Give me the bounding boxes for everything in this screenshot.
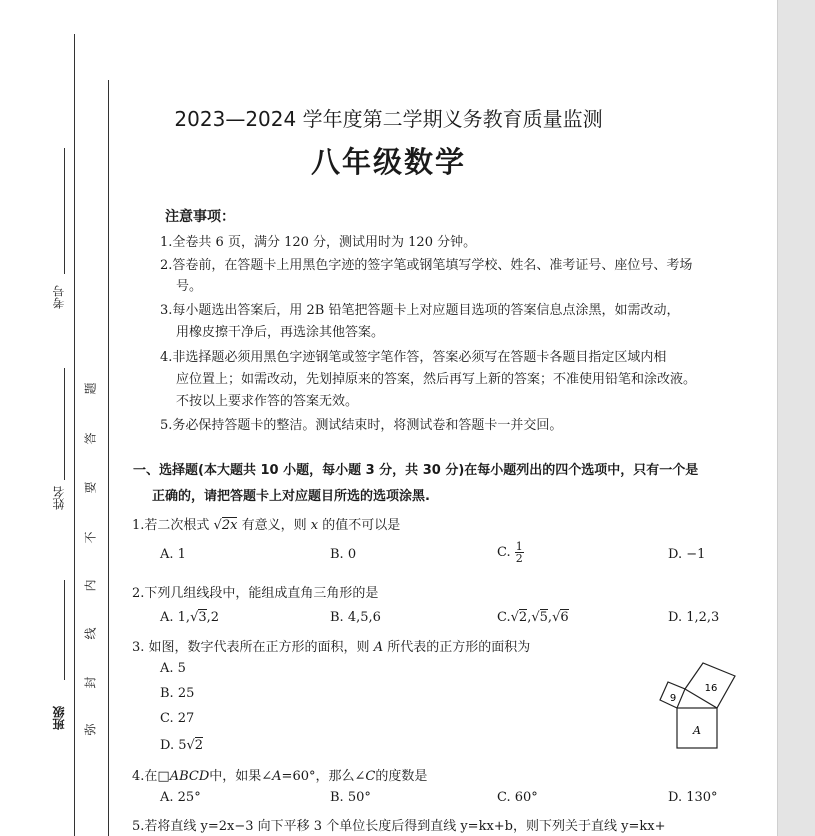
notes-heading: 注意事项： (165, 209, 235, 225)
exam-title: 2023—2024 学年度第二学期义务教育质量监测 (174, 107, 603, 131)
option-c: C.√2,√5,√6 (497, 610, 569, 625)
note-line: 3.每小题选出答案后，用 2B 铅笔把答题卡上对应题目选项的答案信息点涂黑，如需改动， (160, 303, 680, 318)
name-blank (64, 368, 65, 480)
section-heading: 一、选择题(本大题共 10 小题，每小题 3 分，共 30 分)在每小题列出的四个选项中，只有一个是 (133, 463, 699, 478)
option-d: D. −1 (668, 547, 706, 562)
question-4-stem: 4.在□ABCD中，如果∠A=60°，那么∠C的度数是 (132, 769, 428, 784)
option-a: A. 5 (160, 661, 186, 676)
seal-char: 封 (83, 676, 98, 689)
margin-line-inner (108, 80, 109, 836)
section-heading-cont: 正确的，请把答题卡上对应题目所选的选项涂黑. (152, 489, 430, 504)
question-1-stem: 1.若二次根式 √2x 有意义，则 x 的值不可以是 (132, 518, 401, 533)
option-a: A. 1 (160, 547, 186, 562)
option-d: D. 5√2 (160, 738, 204, 753)
question-2-stem: 2.下列几组线段中，能组成直角三角形的是 (132, 586, 379, 601)
note-line: 1.全卷共 6 页，满分 120 分，测试用时为 120 分钟。 (160, 235, 477, 250)
option-a: A. 1,√3,2 (160, 610, 220, 625)
note-line: 用橡皮擦干净后，再选涂其他答案。 (176, 325, 385, 340)
sqrt-symbol: √ (213, 518, 222, 533)
seal-char: 弥 (83, 723, 98, 736)
option-b: B. 0 (330, 547, 357, 562)
question-3-stem: 3. 如图，数字代表所在正方形的面积，则 A 所代表的正方形的面积为 (132, 640, 531, 655)
note-line: 号。 (176, 279, 203, 294)
option-b: B. 50° (330, 790, 371, 805)
note-line: 不按以上要求作答的答案无效。 (176, 394, 359, 409)
note-line: 应位置上；如需改动，先划掉原来的答案，然后再写上新的答案；不准使用铅笔和涂改液。 (176, 372, 697, 387)
option-a: A. 25° (160, 790, 201, 805)
option-d: D. 130° (668, 790, 718, 805)
note-line: 4.非选择题必须用黑色字迹钢笔或签字笔作答，答案必须写在答题卡各题目指定区域内相 (160, 350, 667, 365)
subject-title: 八年级数学 (310, 145, 466, 179)
class-blank (64, 580, 65, 680)
seal-char: 内 (83, 579, 98, 592)
label-a: A (693, 724, 701, 737)
label-small: 9 (669, 693, 677, 704)
squares-figure (655, 656, 745, 756)
seal-char: 答 (83, 432, 98, 445)
option-b: B. 4,5,6 (330, 610, 381, 625)
name-label: 姓名 (52, 486, 66, 510)
viewer-scroll-gutter[interactable] (777, 0, 815, 836)
question-5-stem: 5.若将直线 y=2x−3 向下平移 3 个单位长度后得到直线 y=kx+b，则下列关于直线 y=kx+ (132, 819, 666, 834)
note-line: 5.务必保持答题卡的整洁。测试结束时，将测试卷和答题卡一并交回。 (160, 418, 563, 433)
seal-char: 题 (83, 382, 98, 395)
exam-no-label: 考号 (52, 285, 66, 309)
option-c: C. 27 (160, 711, 195, 726)
seal-char: 要 (83, 481, 98, 494)
label-big: 16 (704, 683, 718, 694)
class-label: 班级 (52, 706, 66, 730)
option-b: B. 25 (160, 686, 195, 701)
seal-char: 线 (83, 627, 98, 640)
option-c: C. 60° (497, 790, 538, 805)
option-c: C. $\frac{1}{2}$ (497, 540, 523, 565)
option-d: D. 1,2,3 (668, 610, 720, 625)
note-line: 2.答卷前，在答题卡上用黑色字迹的签字笔或钢笔填写学校、姓名、准考证号、座位号、考场 (160, 258, 693, 273)
seal-char: 不 (83, 531, 98, 544)
